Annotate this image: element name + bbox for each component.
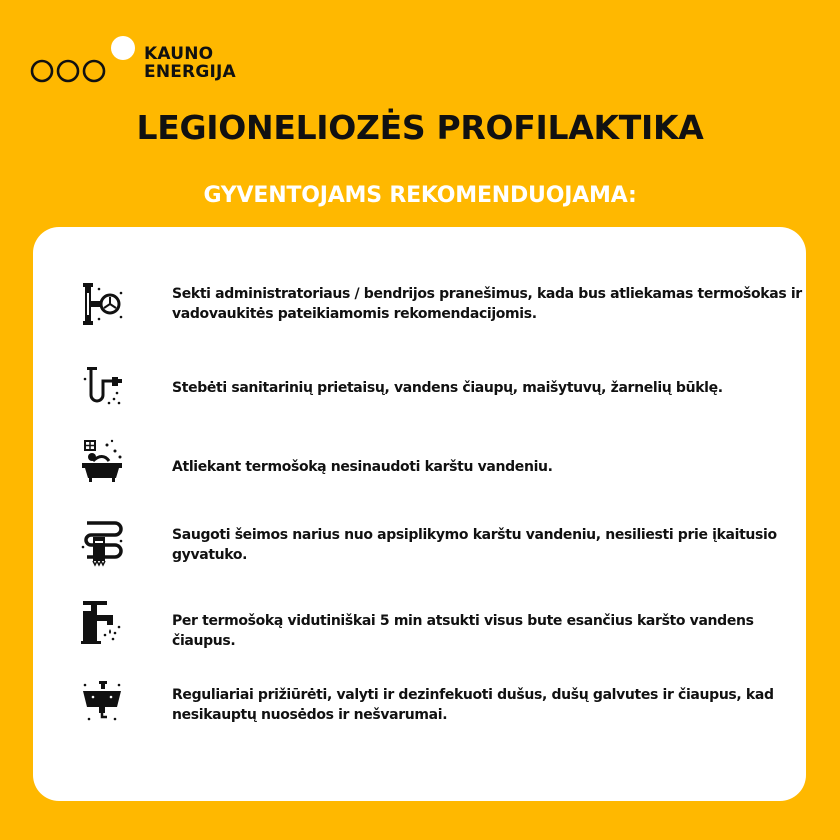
brand-name-line1: KAUNO	[144, 44, 214, 64]
boiler-valve-icon	[77, 279, 127, 329]
list-item-text: Atliekant termošoką nesinaudoti karštu vandeniu.	[172, 459, 553, 475]
page-subtitle: GYVENTOJAMS REKOMENDUOJAMA:	[203, 183, 637, 208]
bathtub-icon	[77, 437, 127, 487]
brand-name	[144, 45, 236, 81]
list-item-text: Sekti administratoriaus / bendrijos pranešimus, kada bus atliekamas termošokas ir vadovaukitės pateikiamomis rekomendacijomis.	[172, 286, 802, 322]
brand-logo	[30, 33, 260, 88]
running-faucet-icon	[77, 597, 127, 647]
towel-radiator-icon	[77, 517, 127, 567]
siphon-faucet-icon	[77, 363, 127, 413]
recommendations-card	[33, 227, 806, 801]
page-title: LEGIONELIOZĖS PROFILAKTIKA	[136, 108, 704, 147]
list-item-text: Per termošoką vidutiniškai 5 min atsukti visus bute esančius karšto vandens čiaupus.	[172, 613, 754, 649]
list-item-text: Reguliariai prižiūrėti, valyti ir dezinfekuoti dušus, dušų galvutes ir čiaupus, kad nesikauptų nuosėdos ir nešvarumai.	[172, 687, 774, 723]
list-item-text: Stebėti sanitarinių prietaisų, vandens čiaupų, maišytuvų, žarnelių būklę.	[172, 380, 723, 396]
logo-circles-icon	[30, 33, 142, 88]
list-item-text: Saugoti šeimos narius nuo apsiplikymo karštu vandeniu, nesiliesti prie įkaitusio gyvatuko.	[172, 527, 777, 563]
sink-icon	[77, 677, 127, 727]
brand-name-line2: ENERGIJA	[144, 62, 236, 82]
